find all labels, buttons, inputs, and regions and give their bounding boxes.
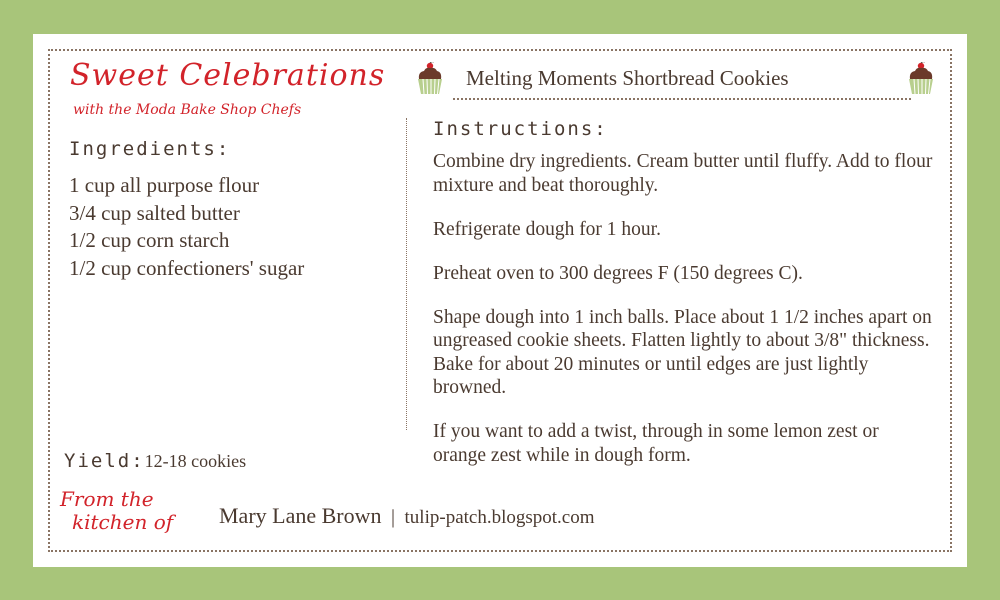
brand-subtitle: with the Moda Bake Shop Chefs [73,102,302,118]
recipe-title: Melting Moments Shortbread Cookies [466,66,789,90]
separator: | [391,506,396,528]
author-line [219,503,595,529]
instructions-body [433,150,933,488]
blog-url: tulip-patch.blogspot.com [404,507,595,528]
ingredient-item: 1/2 cup confectioners' sugar [69,255,305,280]
yield [64,450,246,472]
from-kitchen-label [60,488,200,534]
instruction-step: Refrigerate dough for 1 hour. [433,218,661,240]
author-name: Mary Lane Brown [219,503,382,528]
from-line: From the [60,487,154,511]
instruction-step: Combine dry ingredients. Cream butter until fluffy. Add to flour mixture and beat thoroughly. [433,151,933,196]
title-underline [453,98,911,100]
instruction-step: Shape dough into 1 inch balls. Place about 1 1/2 inches apart on ungreased cookie sheets. Flatten lightly to about 3/8" thickness. Bake for about 20 minutes or until edges are just lightly browned. [433,306,932,398]
recipe-card [33,34,967,567]
instruction-step: If you want to add a twist, through in some lemon zest or orange zest while in dough form. [433,421,879,466]
ingredient-item: 3/4 cup salted butter [69,200,240,225]
cupcake-icon [415,62,445,96]
ingredient-item: 1/2 cup corn starch [69,228,230,252]
yield-value: 12-18 cookies [144,451,247,471]
yield-label: Yield: [64,450,145,472]
column-divider [406,118,407,430]
kitchen-line: kitchen of [72,510,174,534]
ingredients-heading: Ingredients: [69,138,231,160]
ingredients-list [69,172,304,282]
instructions-heading: Instructions: [433,118,608,140]
cupcake-icon [906,62,936,96]
brand-title: Sweet Celebrations [70,58,386,93]
ingredient-item: 1 cup all purpose flour [69,173,260,197]
instruction-step: Preheat oven to 300 degrees F (150 degrees C). [433,262,803,284]
